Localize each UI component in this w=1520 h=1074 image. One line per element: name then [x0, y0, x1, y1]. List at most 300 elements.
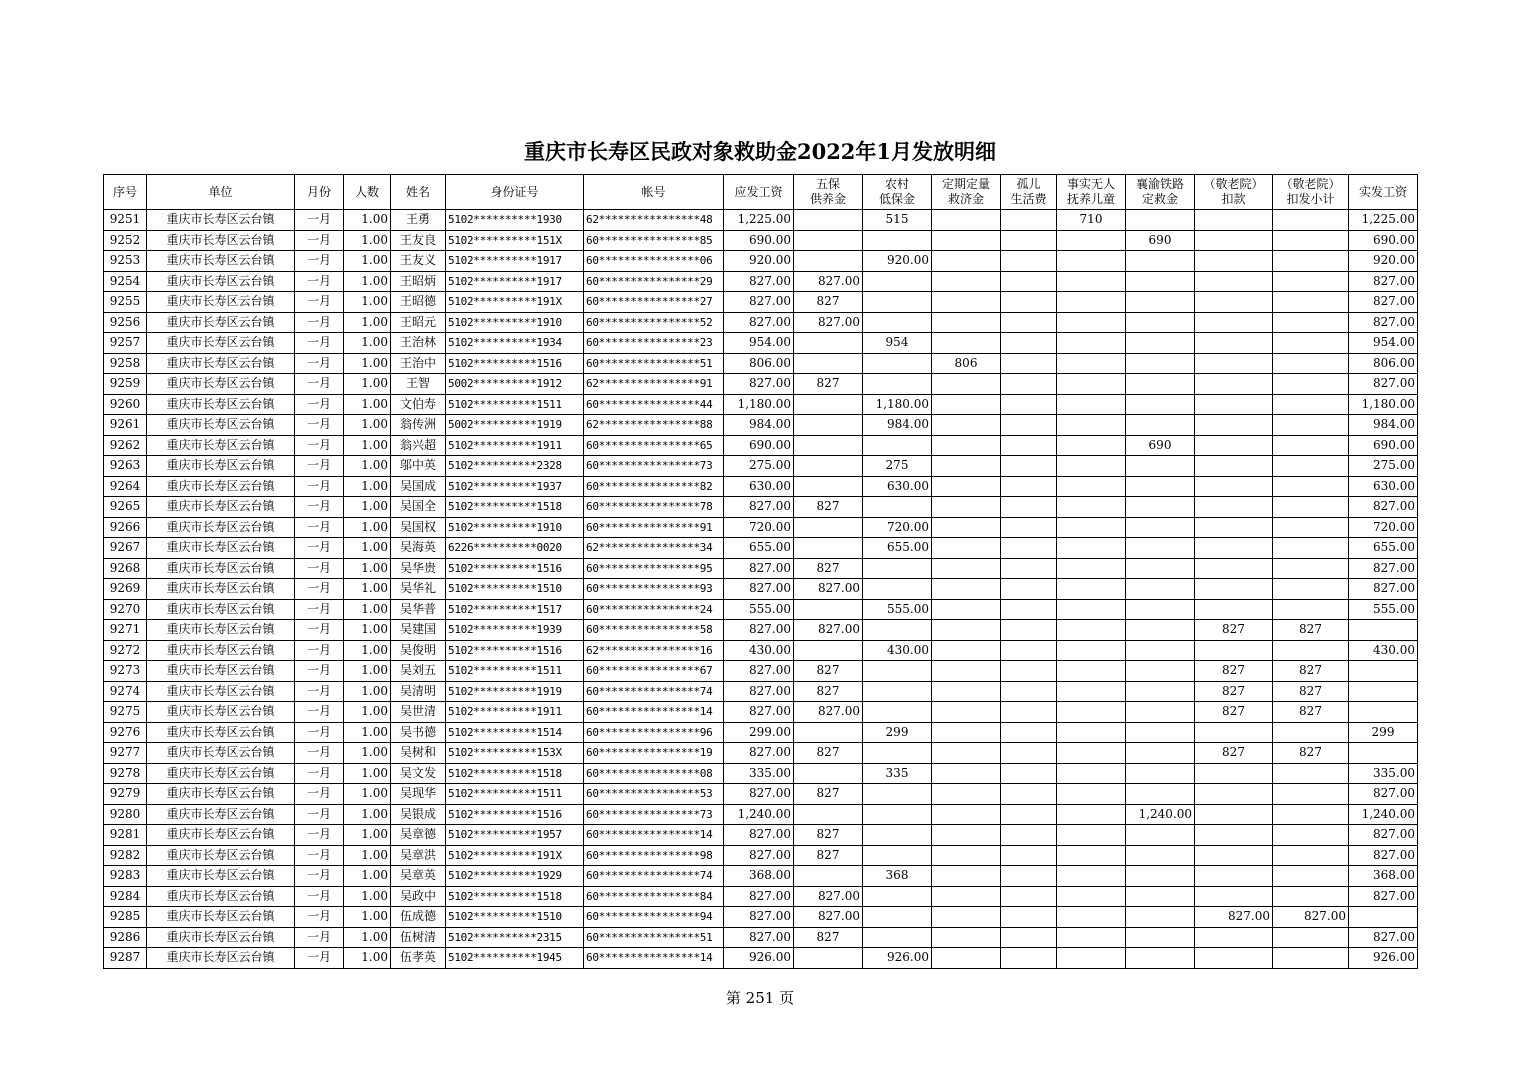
cell-nursing-subtotal: 827 [1273, 620, 1349, 641]
cell-id-number: 5102**********1518 [446, 497, 584, 518]
cell-id-number: 5102**********1939 [446, 620, 584, 641]
table-row [104, 763, 1418, 784]
cell-unit: 重庆市长寿区云台镇 [147, 333, 295, 354]
cell-unit: 重庆市长寿区云台镇 [147, 292, 295, 313]
table-row [104, 661, 1418, 682]
cell-index: 9262 [104, 435, 147, 456]
cell-five-guarantee [794, 804, 863, 825]
cell-name: 伍树清 [391, 927, 446, 948]
cell-name: 吴国权 [391, 517, 446, 538]
cell-railway-relief [1126, 476, 1195, 497]
cell-orphan-living [1001, 661, 1057, 682]
cell-payable: 954.00 [724, 333, 794, 354]
cell-orphan-living [1001, 681, 1057, 702]
cell-month: 一月 [295, 517, 344, 538]
cell-rural-subsistence [863, 620, 932, 641]
cell-nursing-subtotal [1273, 722, 1349, 743]
cell-account: 60****************82 [584, 476, 724, 497]
cell-fixed-relief [932, 497, 1001, 518]
cell-railway-relief [1126, 722, 1195, 743]
cell-nursing-deduction [1195, 845, 1273, 866]
cell-actual-paid [1349, 743, 1418, 764]
cell-account: 60****************91 [584, 517, 724, 538]
cell-orphan-living [1001, 230, 1057, 251]
cell-de-facto-unsupported [1057, 271, 1126, 292]
table-row [104, 210, 1418, 231]
cell-nursing-deduction [1195, 210, 1273, 231]
table-row [104, 640, 1418, 661]
cell-count: 1.00 [344, 333, 391, 354]
cell-payable: 555.00 [724, 599, 794, 620]
cell-name: 吴刘五 [391, 661, 446, 682]
cell-index: 9283 [104, 866, 147, 887]
cell-unit: 重庆市长寿区云台镇 [147, 394, 295, 415]
table-row [104, 497, 1418, 518]
cell-nursing-subtotal [1273, 456, 1349, 477]
cell-orphan-living [1001, 394, 1057, 415]
cell-orphan-living [1001, 415, 1057, 436]
cell-account: 60****************67 [584, 661, 724, 682]
cell-orphan-living [1001, 251, 1057, 272]
cell-unit: 重庆市长寿区云台镇 [147, 886, 295, 907]
cell-nursing-deduction [1195, 456, 1273, 477]
cell-unit: 重庆市长寿区云台镇 [147, 702, 295, 723]
cell-account: 60****************14 [584, 948, 724, 969]
cell-unit: 重庆市长寿区云台镇 [147, 517, 295, 538]
cell-nursing-subtotal [1273, 538, 1349, 559]
cell-month: 一月 [295, 599, 344, 620]
cell-name: 王勇 [391, 210, 446, 231]
cell-index: 9253 [104, 251, 147, 272]
cell-orphan-living [1001, 312, 1057, 333]
cell-nursing-deduction [1195, 517, 1273, 538]
cell-payable: 368.00 [724, 866, 794, 887]
cell-actual-paid: 984.00 [1349, 415, 1418, 436]
col-header-payable: 应发工资 [724, 175, 794, 210]
cell-orphan-living [1001, 743, 1057, 764]
cell-railway-relief: 1,240.00 [1126, 804, 1195, 825]
cell-month: 一月 [295, 415, 344, 436]
cell-railway-relief [1126, 579, 1195, 600]
cell-id-number: 5102**********1917 [446, 251, 584, 272]
cell-name: 吴章洪 [391, 845, 446, 866]
cell-name: 伍成德 [391, 907, 446, 928]
cell-de-facto-unsupported [1057, 825, 1126, 846]
cell-railway-relief [1126, 640, 1195, 661]
cell-fixed-relief [932, 702, 1001, 723]
cell-five-guarantee [794, 640, 863, 661]
cell-five-guarantee: 827.00 [794, 312, 863, 333]
cell-nursing-deduction: 827 [1195, 661, 1273, 682]
cell-actual-paid: 690.00 [1349, 230, 1418, 251]
cell-month: 一月 [295, 497, 344, 518]
cell-unit: 重庆市长寿区云台镇 [147, 435, 295, 456]
cell-unit: 重庆市长寿区云台镇 [147, 640, 295, 661]
cell-id-number: 5102**********1516 [446, 640, 584, 661]
cell-index: 9275 [104, 702, 147, 723]
cell-nursing-subtotal [1273, 394, 1349, 415]
cell-account: 62****************48 [584, 210, 724, 231]
cell-five-guarantee [794, 333, 863, 354]
cell-index: 9258 [104, 353, 147, 374]
cell-railway-relief [1126, 702, 1195, 723]
cell-actual-paid: 827.00 [1349, 558, 1418, 579]
cell-unit: 重庆市长寿区云台镇 [147, 251, 295, 272]
cell-rural-subsistence [863, 579, 932, 600]
cell-nursing-subtotal: 827 [1273, 743, 1349, 764]
cell-de-facto-unsupported [1057, 907, 1126, 928]
col-header-month: 月份 [295, 175, 344, 210]
cell-orphan-living [1001, 866, 1057, 887]
cell-count: 1.00 [344, 312, 391, 333]
cell-payable: 827.00 [724, 312, 794, 333]
cell-name: 文伯寿 [391, 394, 446, 415]
cell-de-facto-unsupported [1057, 476, 1126, 497]
cell-fixed-relief [932, 333, 1001, 354]
cell-nursing-subtotal: 827 [1273, 661, 1349, 682]
cell-id-number: 5102**********1945 [446, 948, 584, 969]
table-row [104, 784, 1418, 805]
cell-name: 吴华贵 [391, 558, 446, 579]
cell-railway-relief [1126, 374, 1195, 395]
cell-actual-paid [1349, 620, 1418, 641]
cell-account: 60****************84 [584, 886, 724, 907]
cell-id-number: 5102**********1511 [446, 661, 584, 682]
cell-account: 60****************52 [584, 312, 724, 333]
cell-unit: 重庆市长寿区云台镇 [147, 763, 295, 784]
cell-nursing-subtotal [1273, 517, 1349, 538]
cell-five-guarantee [794, 353, 863, 374]
cell-unit: 重庆市长寿区云台镇 [147, 784, 295, 805]
cell-payable: 827.00 [724, 825, 794, 846]
cell-de-facto-unsupported [1057, 599, 1126, 620]
cell-id-number: 6226**********0020 [446, 538, 584, 559]
cell-nursing-deduction [1195, 271, 1273, 292]
cell-unit: 重庆市长寿区云台镇 [147, 825, 295, 846]
cell-unit: 重庆市长寿区云台镇 [147, 722, 295, 743]
cell-fixed-relief [932, 538, 1001, 559]
cell-nursing-subtotal [1273, 804, 1349, 825]
cell-railway-relief [1126, 886, 1195, 907]
cell-name: 吴书德 [391, 722, 446, 743]
cell-de-facto-unsupported [1057, 866, 1126, 887]
cell-nursing-deduction [1195, 353, 1273, 374]
cell-count: 1.00 [344, 763, 391, 784]
cell-index: 9261 [104, 415, 147, 436]
cell-railway-relief [1126, 620, 1195, 641]
cell-account: 62****************88 [584, 415, 724, 436]
cell-nursing-subtotal [1273, 866, 1349, 887]
cell-de-facto-unsupported [1057, 230, 1126, 251]
cell-name: 吴世清 [391, 702, 446, 723]
cell-five-guarantee: 827 [794, 825, 863, 846]
cell-rural-subsistence: 920.00 [863, 251, 932, 272]
cell-account: 60****************29 [584, 271, 724, 292]
cell-fixed-relief [932, 886, 1001, 907]
cell-month: 一月 [295, 435, 344, 456]
cell-id-number: 5102**********1516 [446, 353, 584, 374]
cell-rural-subsistence: 275 [863, 456, 932, 477]
cell-account: 60****************73 [584, 456, 724, 477]
cell-fixed-relief [932, 722, 1001, 743]
cell-fixed-relief [932, 681, 1001, 702]
cell-count: 1.00 [344, 374, 391, 395]
cell-count: 1.00 [344, 599, 391, 620]
cell-payable: 827.00 [724, 620, 794, 641]
cell-nursing-subtotal [1273, 476, 1349, 497]
cell-count: 1.00 [344, 230, 391, 251]
cell-account: 60****************14 [584, 825, 724, 846]
col-header-nursing-deduction: （敬老院） 扣款 [1195, 175, 1273, 210]
cell-railway-relief [1126, 661, 1195, 682]
cell-actual-paid: 827.00 [1349, 292, 1418, 313]
cell-de-facto-unsupported [1057, 620, 1126, 641]
cell-rural-subsistence [863, 804, 932, 825]
cell-account: 60****************96 [584, 722, 724, 743]
cell-account: 60****************58 [584, 620, 724, 641]
col-header-id-number: 身份证号 [446, 175, 584, 210]
cell-nursing-subtotal [1273, 825, 1349, 846]
cell-five-guarantee: 827 [794, 845, 863, 866]
cell-fixed-relief [932, 907, 1001, 928]
cell-index: 9276 [104, 722, 147, 743]
cell-account: 60****************44 [584, 394, 724, 415]
cell-payable: 827.00 [724, 845, 794, 866]
cell-id-number: 5102**********1510 [446, 907, 584, 928]
cell-actual-paid: 335.00 [1349, 763, 1418, 784]
cell-orphan-living [1001, 456, 1057, 477]
cell-five-guarantee [794, 251, 863, 272]
cell-account: 60****************19 [584, 743, 724, 764]
cell-unit: 重庆市长寿区云台镇 [147, 927, 295, 948]
page-number: 第 251 页 [725, 989, 795, 1007]
cell-nursing-deduction [1195, 333, 1273, 354]
cell-month: 一月 [295, 538, 344, 559]
cell-id-number: 5102**********1516 [446, 558, 584, 579]
table-row [104, 886, 1418, 907]
cell-rural-subsistence: 368 [863, 866, 932, 887]
cell-payable: 1,225.00 [724, 210, 794, 231]
cell-actual-paid [1349, 661, 1418, 682]
cell-unit: 重庆市长寿区云台镇 [147, 948, 295, 969]
cell-month: 一月 [295, 312, 344, 333]
cell-fixed-relief [932, 927, 1001, 948]
cell-payable: 827.00 [724, 497, 794, 518]
cell-railway-relief [1126, 353, 1195, 374]
cell-railway-relief [1126, 538, 1195, 559]
cell-index: 9285 [104, 907, 147, 928]
cell-fixed-relief [932, 558, 1001, 579]
cell-nursing-deduction: 827.00 [1195, 907, 1273, 928]
cell-actual-paid: 827.00 [1349, 825, 1418, 846]
cell-orphan-living [1001, 640, 1057, 661]
cell-index: 9280 [104, 804, 147, 825]
cell-id-number: 5102**********1911 [446, 702, 584, 723]
cell-account: 60****************94 [584, 907, 724, 928]
cell-orphan-living [1001, 353, 1057, 374]
cell-de-facto-unsupported [1057, 415, 1126, 436]
cell-id-number: 5002**********1919 [446, 415, 584, 436]
cell-five-guarantee [794, 538, 863, 559]
cell-rural-subsistence: 430.00 [863, 640, 932, 661]
table-row [104, 333, 1418, 354]
cell-nursing-deduction [1195, 825, 1273, 846]
cell-fixed-relief [932, 763, 1001, 784]
cell-rural-subsistence [863, 497, 932, 518]
cell-nursing-deduction [1195, 251, 1273, 272]
cell-month: 一月 [295, 579, 344, 600]
cell-rural-subsistence [863, 743, 932, 764]
cell-count: 1.00 [344, 497, 391, 518]
table-row [104, 456, 1418, 477]
cell-orphan-living [1001, 804, 1057, 825]
cell-orphan-living [1001, 620, 1057, 641]
col-header-fixed-relief: 定期定量 救济金 [932, 175, 1001, 210]
cell-nursing-deduction [1195, 292, 1273, 313]
cell-rural-subsistence [863, 271, 932, 292]
cell-rural-subsistence [863, 312, 932, 333]
cell-fixed-relief [932, 230, 1001, 251]
cell-fixed-relief [932, 579, 1001, 600]
cell-id-number: 5102**********1518 [446, 763, 584, 784]
cell-nursing-subtotal [1273, 784, 1349, 805]
cell-index: 9274 [104, 681, 147, 702]
cell-month: 一月 [295, 353, 344, 374]
cell-de-facto-unsupported [1057, 497, 1126, 518]
cell-unit: 重庆市长寿区云台镇 [147, 415, 295, 436]
table-row [104, 722, 1418, 743]
cell-railway-relief [1126, 333, 1195, 354]
cell-nursing-deduction [1195, 394, 1273, 415]
cell-de-facto-unsupported [1057, 558, 1126, 579]
cell-name: 吴现华 [391, 784, 446, 805]
cell-month: 一月 [295, 743, 344, 764]
cell-five-guarantee: 827.00 [794, 271, 863, 292]
cell-unit: 重庆市长寿区云台镇 [147, 353, 295, 374]
cell-count: 1.00 [344, 640, 391, 661]
cell-unit: 重庆市长寿区云台镇 [147, 271, 295, 292]
cell-index: 9273 [104, 661, 147, 682]
cell-actual-paid [1349, 907, 1418, 928]
table-row [104, 845, 1418, 866]
cell-name: 吴国全 [391, 497, 446, 518]
cell-orphan-living [1001, 271, 1057, 292]
cell-month: 一月 [295, 845, 344, 866]
cell-orphan-living [1001, 558, 1057, 579]
cell-actual-paid: 827.00 [1349, 927, 1418, 948]
cell-index: 9277 [104, 743, 147, 764]
cell-actual-paid: 827.00 [1349, 497, 1418, 518]
cell-index: 9251 [104, 210, 147, 231]
cell-count: 1.00 [344, 353, 391, 374]
cell-orphan-living [1001, 825, 1057, 846]
cell-month: 一月 [295, 271, 344, 292]
cell-unit: 重庆市长寿区云台镇 [147, 230, 295, 251]
cell-railway-relief [1126, 312, 1195, 333]
cell-month: 一月 [295, 702, 344, 723]
cell-name: 王治林 [391, 333, 446, 354]
cell-index: 9255 [104, 292, 147, 313]
cell-payable: 1,180.00 [724, 394, 794, 415]
cell-de-facto-unsupported [1057, 312, 1126, 333]
cell-nursing-subtotal [1273, 948, 1349, 969]
cell-id-number: 5102**********151X [446, 230, 584, 251]
cell-payable: 690.00 [724, 230, 794, 251]
cell-rural-subsistence [863, 374, 932, 395]
cell-count: 1.00 [344, 558, 391, 579]
cell-payable: 630.00 [724, 476, 794, 497]
cell-account: 60****************74 [584, 681, 724, 702]
cell-nursing-deduction [1195, 599, 1273, 620]
cell-name: 吴章德 [391, 825, 446, 846]
cell-five-guarantee [794, 599, 863, 620]
cell-name: 吴银成 [391, 804, 446, 825]
relief-payment-table [103, 174, 1418, 969]
cell-de-facto-unsupported [1057, 374, 1126, 395]
cell-orphan-living [1001, 927, 1057, 948]
cell-payable: 827.00 [724, 579, 794, 600]
cell-fixed-relief [932, 743, 1001, 764]
cell-month: 一月 [295, 210, 344, 231]
cell-nursing-deduction [1195, 784, 1273, 805]
table-row [104, 230, 1418, 251]
cell-nursing-deduction [1195, 866, 1273, 887]
cell-payable: 827.00 [724, 702, 794, 723]
cell-unit: 重庆市长寿区云台镇 [147, 743, 295, 764]
cell-nursing-deduction [1195, 804, 1273, 825]
cell-count: 1.00 [344, 927, 391, 948]
cell-fixed-relief [932, 640, 1001, 661]
cell-railway-relief [1126, 681, 1195, 702]
cell-orphan-living [1001, 292, 1057, 313]
cell-five-guarantee [794, 210, 863, 231]
cell-railway-relief [1126, 845, 1195, 866]
cell-count: 1.00 [344, 415, 391, 436]
cell-id-number: 5102**********1919 [446, 681, 584, 702]
cell-five-guarantee: 827 [794, 661, 863, 682]
cell-rural-subsistence [863, 702, 932, 723]
cell-actual-paid: 1,180.00 [1349, 394, 1418, 415]
cell-name: 吴华普 [391, 599, 446, 620]
cell-de-facto-unsupported [1057, 661, 1126, 682]
cell-actual-paid: 368.00 [1349, 866, 1418, 887]
page-title: 重庆市长寿区民政对象救助金2022年1月发放明细 [523, 139, 997, 164]
cell-railway-relief [1126, 271, 1195, 292]
table-row [104, 292, 1418, 313]
cell-index: 9257 [104, 333, 147, 354]
table-body [104, 210, 1418, 969]
cell-payable: 827.00 [724, 271, 794, 292]
cell-fixed-relief [932, 394, 1001, 415]
cell-payable: 299.00 [724, 722, 794, 743]
cell-payable: 430.00 [724, 640, 794, 661]
cell-fixed-relief [932, 866, 1001, 887]
cell-de-facto-unsupported [1057, 394, 1126, 415]
cell-month: 一月 [295, 230, 344, 251]
cell-payable: 275.00 [724, 456, 794, 477]
cell-de-facto-unsupported [1057, 845, 1126, 866]
cell-de-facto-unsupported [1057, 702, 1126, 723]
cell-unit: 重庆市长寿区云台镇 [147, 907, 295, 928]
cell-id-number: 5102**********1510 [446, 579, 584, 600]
cell-month: 一月 [295, 456, 344, 477]
cell-name: 吴文发 [391, 763, 446, 784]
cell-nursing-subtotal: 827.00 [1273, 907, 1349, 928]
cell-rural-subsistence: 335 [863, 763, 932, 784]
cell-de-facto-unsupported [1057, 763, 1126, 784]
cell-index: 9259 [104, 374, 147, 395]
cell-name: 王治中 [391, 353, 446, 374]
